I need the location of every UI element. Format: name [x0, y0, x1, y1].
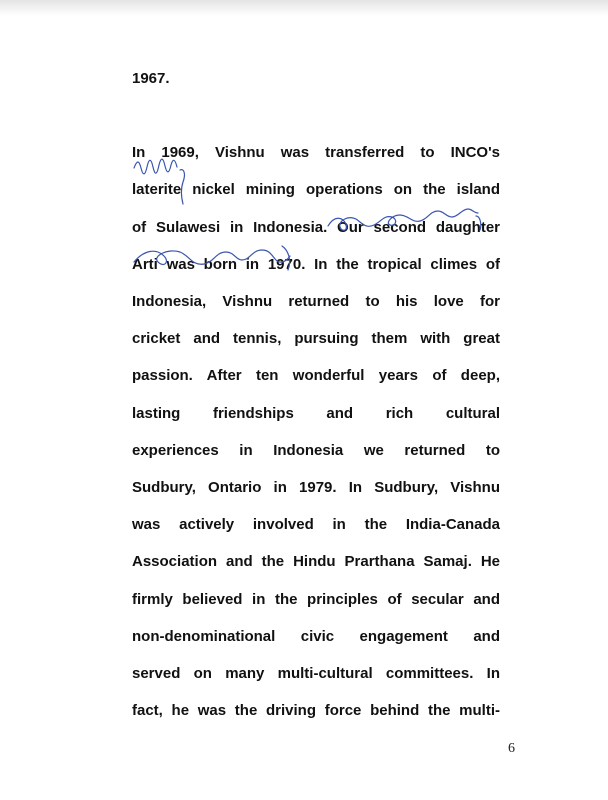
text-line: was actively involved in the India-Canada: [132, 516, 500, 534]
page-number: 6: [508, 741, 515, 756]
text-line: Indonesia, Vishnu returned to his love for: [132, 293, 500, 311]
heading-line: [132, 60, 500, 97]
text-line: experiences in Indonesia we returned to: [132, 441, 500, 459]
text-line: lasting friendships and rich cultural: [132, 404, 500, 422]
text-line: passion. After ten wonderful years of deep,: [132, 367, 500, 385]
text-line: non-denominational civic engagement and: [132, 627, 500, 645]
body-text: [132, 60, 500, 729]
text-line: 1967.: [132, 70, 170, 87]
text-line: In 1969, Vishnu was transferred to INCO's: [132, 144, 500, 162]
text-line: Arti was born in 1970. In the tropical climes of: [132, 255, 500, 273]
text-line: Sudbury, Ontario in 1979. In Sudbury, Vishnu: [132, 479, 500, 497]
text-line: served on many multi-cultural committees. In: [132, 665, 500, 683]
text-line: Association and the Hindu Prarthana Samaj. He: [132, 553, 500, 571]
text-line: firmly believed in the principles of secular and: [132, 590, 500, 608]
text-line: fact, he was the driving force behind the multi-: [132, 702, 500, 720]
text-line: laterite nickel mining operations on the island: [132, 181, 500, 199]
paragraph: [132, 134, 500, 729]
scan-edge: [0, 0, 608, 16]
text-line: of Sulawesi in Indonesia. Our second daughter: [132, 218, 500, 236]
text-line: cricket and tennis, pursuing them with great: [132, 330, 500, 348]
